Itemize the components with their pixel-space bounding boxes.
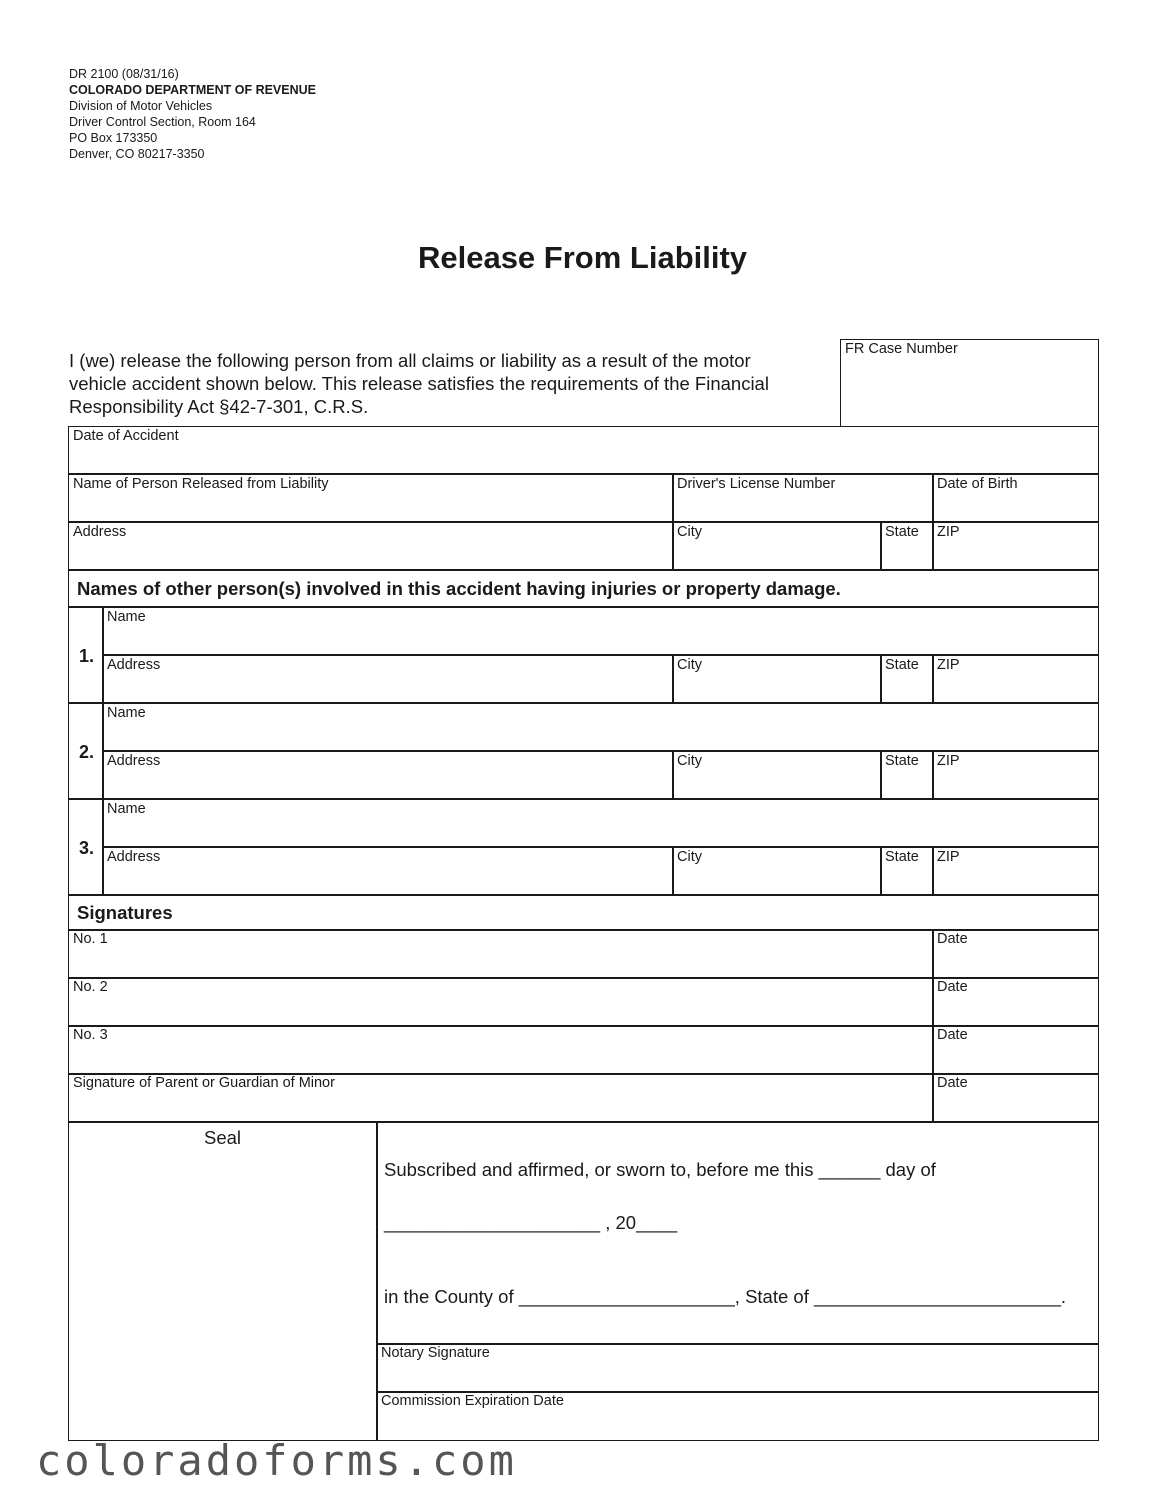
rule — [672, 473, 674, 570]
rule — [880, 846, 882, 895]
rule — [68, 606, 1099, 608]
date-of-birth-field[interactable] — [937, 495, 1093, 519]
drivers-license-field[interactable] — [677, 495, 927, 519]
rule — [672, 750, 674, 799]
department-name: COLORADO DEPARTMENT OF REVENUE — [69, 83, 316, 97]
person-1-zip-field[interactable] — [937, 676, 1093, 700]
person-2-state-field[interactable] — [885, 772, 929, 796]
rule — [376, 1121, 378, 1441]
rule — [672, 654, 674, 703]
city-line: Denver, CO 80217-3350 — [69, 147, 205, 161]
rule — [102, 750, 1099, 752]
date-of-accident-label: Date of Accident — [73, 428, 179, 444]
name-label: Name — [107, 609, 146, 625]
signature-1-label: No. 1 — [73, 931, 108, 947]
person-3-city-field[interactable] — [677, 868, 875, 892]
signature-3-label: No. 3 — [73, 1027, 108, 1043]
rule — [68, 894, 1099, 896]
rule — [68, 473, 1099, 475]
fr-case-number-field[interactable] — [845, 362, 1093, 422]
person-2-name-field[interactable] — [107, 724, 1093, 748]
name-released-field[interactable] — [73, 495, 668, 519]
signature-2-date-field[interactable] — [937, 998, 1093, 1022]
person-1-address-field[interactable] — [107, 676, 668, 700]
rule — [932, 929, 934, 1122]
commission-expiration-field[interactable] — [381, 1412, 1093, 1436]
person-3-name-field[interactable] — [107, 820, 1093, 844]
person-1-city-field[interactable] — [677, 676, 875, 700]
rule — [102, 606, 104, 895]
city-label: City — [677, 657, 702, 673]
drivers-license-label: Driver's License Number — [677, 476, 836, 492]
address-label: Address — [73, 524, 127, 540]
release-statement-line-2: vehicle accident shown below. This release satisfies the requirements of the Financial — [69, 373, 769, 394]
name-label: Name — [107, 801, 146, 817]
state-label: State — [885, 657, 919, 673]
city-label: City — [677, 849, 702, 865]
date-label: Date — [937, 1075, 968, 1091]
released-state-field[interactable] — [885, 543, 929, 567]
rule — [932, 750, 934, 799]
commission-expiration-label: Commission Expiration Date — [381, 1393, 564, 1409]
rule — [68, 569, 1099, 571]
name-released-label: Name of Person Released from Liability — [73, 476, 329, 492]
person-number: 1. — [79, 646, 95, 666]
rule — [68, 798, 1099, 800]
rule — [932, 654, 934, 703]
person-2-address-field[interactable] — [107, 772, 668, 796]
zip-label: ZIP — [937, 849, 960, 865]
rule — [880, 521, 882, 570]
guardian-date-field[interactable] — [937, 1094, 1093, 1118]
zip-label: ZIP — [937, 524, 960, 540]
released-address-field[interactable] — [73, 543, 668, 567]
zip-label: ZIP — [937, 657, 960, 673]
released-zip-field[interactable] — [937, 543, 1093, 567]
rule — [102, 654, 1099, 656]
name-label: Name — [107, 705, 146, 721]
address-label: Address — [107, 753, 161, 769]
agency-header — [69, 66, 316, 162]
signature-1-date-field[interactable] — [937, 950, 1093, 974]
date-label: Date — [937, 1027, 968, 1043]
date-label: Date — [937, 979, 968, 995]
state-label: State — [885, 849, 919, 865]
rule — [68, 521, 1099, 523]
notary-date-line: _____________________ , 20____ — [384, 1212, 678, 1233]
address-label: Address — [107, 849, 161, 865]
rule — [102, 846, 1099, 848]
zip-label: ZIP — [937, 753, 960, 769]
person-number: 3. — [79, 838, 95, 858]
notary-signature-label: Notary Signature — [381, 1345, 490, 1361]
person-2-city-field[interactable] — [677, 772, 875, 796]
state-label: State — [885, 753, 919, 769]
rule — [880, 750, 882, 799]
rule — [68, 702, 1099, 704]
other-persons-heading: Names of other person(s) involved in this accident having injuries or property damage. — [77, 578, 841, 599]
notary-county-state-line: in the County of _____________________, State of ________________________. — [384, 1286, 1067, 1307]
section-name: Driver Control Section, Room 164 — [69, 115, 256, 129]
released-city-field[interactable] — [677, 543, 875, 567]
city-label: City — [677, 753, 702, 769]
rule — [880, 654, 882, 703]
signature-2-label: No. 2 — [73, 979, 108, 995]
signature-3-date-field[interactable] — [937, 1046, 1093, 1070]
release-statement-line-3: Responsibility Act §42-7-301, C.R.S. — [69, 396, 369, 417]
fr-case-number-label: FR Case Number — [845, 341, 958, 357]
person-3-state-field[interactable] — [885, 868, 929, 892]
page-title: Release From Liability — [417, 240, 748, 275]
signature-3-field[interactable] — [73, 1046, 928, 1070]
po-box: PO Box 173350 — [69, 131, 158, 145]
rule — [932, 473, 934, 570]
person-number: 2. — [79, 742, 95, 762]
date-of-birth-label: Date of Birth — [937, 476, 1018, 492]
person-1-name-field[interactable] — [107, 628, 1093, 652]
notary-affirmation-line: Subscribed and affirmed, or sworn to, before me this ______ day of — [384, 1159, 936, 1180]
release-statement — [69, 349, 809, 418]
signature-2-field[interactable] — [73, 998, 928, 1022]
person-3-zip-field[interactable] — [937, 868, 1093, 892]
division-name: Division of Motor Vehicles — [69, 99, 213, 113]
rule — [672, 846, 674, 895]
site-watermark: coloradoforms.com — [36, 1436, 517, 1485]
guardian-signature-label: Signature of Parent or Guardian of Minor — [73, 1075, 335, 1091]
address-label: Address — [107, 657, 161, 673]
guardian-signature-field[interactable] — [73, 1094, 928, 1118]
person-1-state-field[interactable] — [885, 676, 929, 700]
rule — [68, 1121, 1099, 1123]
date-label: Date — [937, 931, 968, 947]
person-3-address-field[interactable] — [107, 868, 668, 892]
notary-signature-field[interactable] — [381, 1364, 1093, 1388]
signatures-heading: Signatures — [77, 902, 173, 923]
form-code: DR 2100 (08/31/16) — [69, 67, 179, 81]
state-label: State — [885, 524, 919, 540]
city-label: City — [677, 524, 702, 540]
release-statement-line-1: I (we) release the following person from all claims or liability as a result of the motor — [69, 350, 751, 371]
signature-1-field[interactable] — [73, 950, 928, 974]
rule — [932, 846, 934, 895]
seal-label: Seal — [204, 1127, 242, 1148]
date-of-accident-field[interactable] — [73, 447, 1093, 471]
person-2-zip-field[interactable] — [937, 772, 1093, 796]
